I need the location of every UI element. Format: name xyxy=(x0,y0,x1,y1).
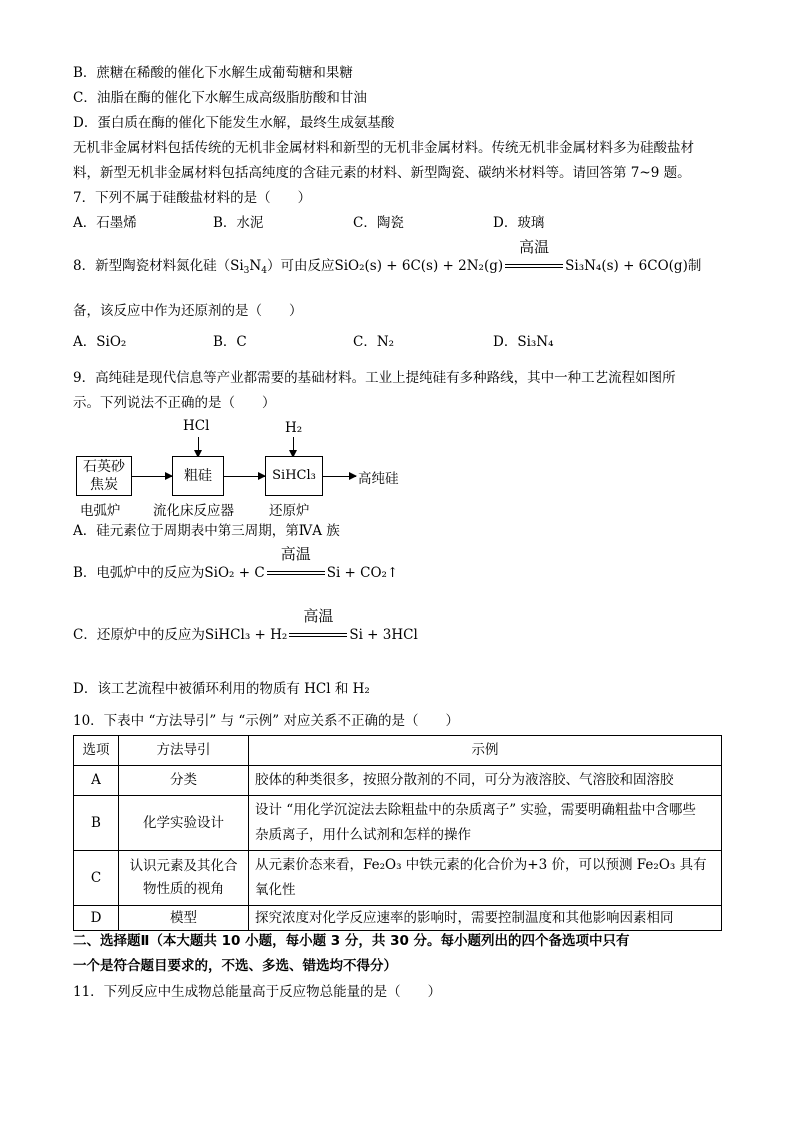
arc-furnace-label: 电弧炉 xyxy=(80,503,121,519)
row-method: 模型 xyxy=(119,906,249,931)
row-example-line1: 从元素价态来看，Fe₂O₃ 中铁元素的化合价为+3 价，可以预测 Fe₂O₃ 具有 xyxy=(255,857,707,873)
header-option: 选项 xyxy=(74,736,119,766)
header-method: 方法导引 xyxy=(119,736,249,766)
q8-lhs: SiO₂(s) + 6C(s) + 2N₂(g) xyxy=(334,258,504,274)
q9-b-condition: 高温 xyxy=(280,544,311,563)
q9-line-2: 示。下列说法不正确的是（ ） xyxy=(73,395,276,411)
intro-line-2: 料，新型无机非金属材料包括高纯度的含硅元素的材料、新型陶瓷、碳纳米材料等。请回答第 7~9 题。 xyxy=(73,165,691,181)
q6-option-c: C．油脂在酶的催化下水解生成高级脂肪酸和甘油 xyxy=(73,90,367,106)
row-method: 化学实验设计 xyxy=(119,796,249,851)
q9-c-rhs: Si + 3HCl xyxy=(349,627,418,643)
row-example xyxy=(249,851,722,906)
arc-furnace-box xyxy=(76,456,132,496)
table-row xyxy=(74,851,722,906)
sihcl3-box: SiHCl₃ xyxy=(265,456,323,496)
flow-arrow-1 xyxy=(132,476,172,477)
q9-b-prefix: B．电弧炉中的反应为 xyxy=(73,565,205,581)
header-example: 示例 xyxy=(249,736,722,766)
q9-option-b xyxy=(73,544,399,583)
q8-options xyxy=(73,333,554,351)
q9-option-d: D．该工艺流程中被循环利用的物质有 HCl 和 H₂ xyxy=(73,681,370,697)
h2-arrow xyxy=(293,437,294,457)
fluid-bed-reactor-label: 流化床反应器 xyxy=(153,503,234,519)
q8-line-1 xyxy=(73,237,702,276)
q8-option-d: D．Si₃N₄ xyxy=(493,334,554,350)
flow-arrow-3 xyxy=(323,476,356,477)
q8-option-c: C．N₂ xyxy=(353,334,395,350)
q7-option-c: C．陶瓷 xyxy=(353,215,404,231)
q8-prefix: 8．新型陶瓷材料氮化硅（ xyxy=(73,258,231,274)
q7-option-b: B．水泥 xyxy=(213,215,264,231)
q7-option-a: A．石墨烯 xyxy=(73,215,137,231)
q9-c-prefix: C．还原炉中的反应为 xyxy=(73,627,205,643)
q8-option-b: B．C xyxy=(213,334,247,350)
q9-b-arrow xyxy=(267,544,325,583)
q8-option-a: A．SiO₂ xyxy=(73,334,127,350)
q8-mid: ）可由反应 xyxy=(266,258,335,274)
q8-line-2: 备，该反应中作为还原剂的是（ ） xyxy=(73,303,303,319)
q9-c-lhs: SiHCl₃ + H₂ xyxy=(204,627,288,643)
table-row xyxy=(74,906,722,931)
row-example: 探究浓度对化学反应速率的影响时，需要控制温度和其他影响因素相同 xyxy=(249,906,722,931)
q7-option-d: D．玻璃 xyxy=(493,215,545,231)
row-method: 认识元素及其化合物性质的视角 xyxy=(119,851,249,906)
q11-stem: 11．下列反应中生成物总能量高于反应物总能量的是（ ） xyxy=(73,984,442,1000)
q9-option-a: A．硅元素位于周期表中第三周期，第ⅣA 族 xyxy=(73,523,340,539)
q8-rhs: Si₃N₄(s) + 6CO(g) xyxy=(565,258,688,274)
section2-line-2: 一个是符合题目要求的，不选、多选、错选均不得分） xyxy=(73,958,397,974)
table-header-row xyxy=(74,736,722,766)
row-example-line2: 氧化性 xyxy=(255,882,296,898)
q9-b-rhs: Si + CO₂↑ xyxy=(326,565,399,581)
row-example: 胶体的种类很多，按照分散剂的不同，可分为液溶胶、气溶胶和固溶胶 xyxy=(249,766,722,796)
q8-condition: 高温 xyxy=(519,237,550,256)
q10-table xyxy=(73,735,722,931)
reduction-furnace-label: 还原炉 xyxy=(269,503,310,519)
row-option: D xyxy=(74,906,119,931)
intro-line-1: 无机非金属材料包括传统的无机非金属材料和新型的无机非金属材料。传统无机非金属材料多为硅酸盐材 xyxy=(73,140,694,156)
flow-arrow-2 xyxy=(224,476,265,477)
q8-reaction-arrow xyxy=(505,237,563,276)
q9-line-1: 9．高纯硅是现代信息等产业都需要的基础材料。工业上提纯硅有多种路线，其中一种工艺流程如图所 xyxy=(73,370,676,386)
q8-suffix: 制 xyxy=(687,258,702,274)
table-row xyxy=(74,796,722,851)
q9-b-lhs: SiO₂ + C xyxy=(204,565,265,581)
row-example-line2: 杂质离子，用什么试剂和怎样的操作 xyxy=(255,827,471,843)
box1-line1: 石英砂 xyxy=(83,459,125,475)
hcl-input-label: HCl xyxy=(183,418,210,434)
q10-stem: 10．下表中 “方法导引” 与 “示例” 对应关系不正确的是（ ） xyxy=(73,713,459,729)
q8-formula: $Si_3N_4$ xyxy=(230,258,267,276)
crude-silicon-box: 粗硅 xyxy=(172,456,224,496)
row-option: A xyxy=(74,766,119,796)
box1-line2: 焦炭 xyxy=(90,477,118,493)
q9-c-arrow xyxy=(289,606,347,645)
section2-line-1: 二、选择题Ⅱ（本大题共 10 小题，每小题 3 分，共 30 分。每小题列出的四个备选项中只有 xyxy=(73,933,630,949)
q9-option-c xyxy=(73,606,418,645)
q9-c-condition: 高温 xyxy=(303,606,334,625)
q6-option-d: D．蛋白质在酶的催化下能发生水解，最终生成氨基酸 xyxy=(73,115,395,131)
hcl-arrow xyxy=(198,437,199,457)
table-row xyxy=(74,766,722,796)
row-method: 分类 xyxy=(119,766,249,796)
row-example xyxy=(249,796,722,851)
q7-stem: 7．下列不属于硅酸盐材料的是（ ） xyxy=(73,190,312,206)
high-purity-silicon-label: 高纯硅 xyxy=(358,471,399,487)
h2-input-label: H₂ xyxy=(285,420,303,436)
q7-options xyxy=(73,214,544,232)
q6-option-b: B．蔗糖在稀酸的催化下水解生成葡萄糖和果糖 xyxy=(73,65,353,81)
row-example-line1: 设计 “用化学沉淀法去除粗盐中的杂质离子” 实验，需要明确粗盐中含哪些 xyxy=(255,802,696,818)
row-option: C xyxy=(74,851,119,906)
row-option: B xyxy=(74,796,119,851)
